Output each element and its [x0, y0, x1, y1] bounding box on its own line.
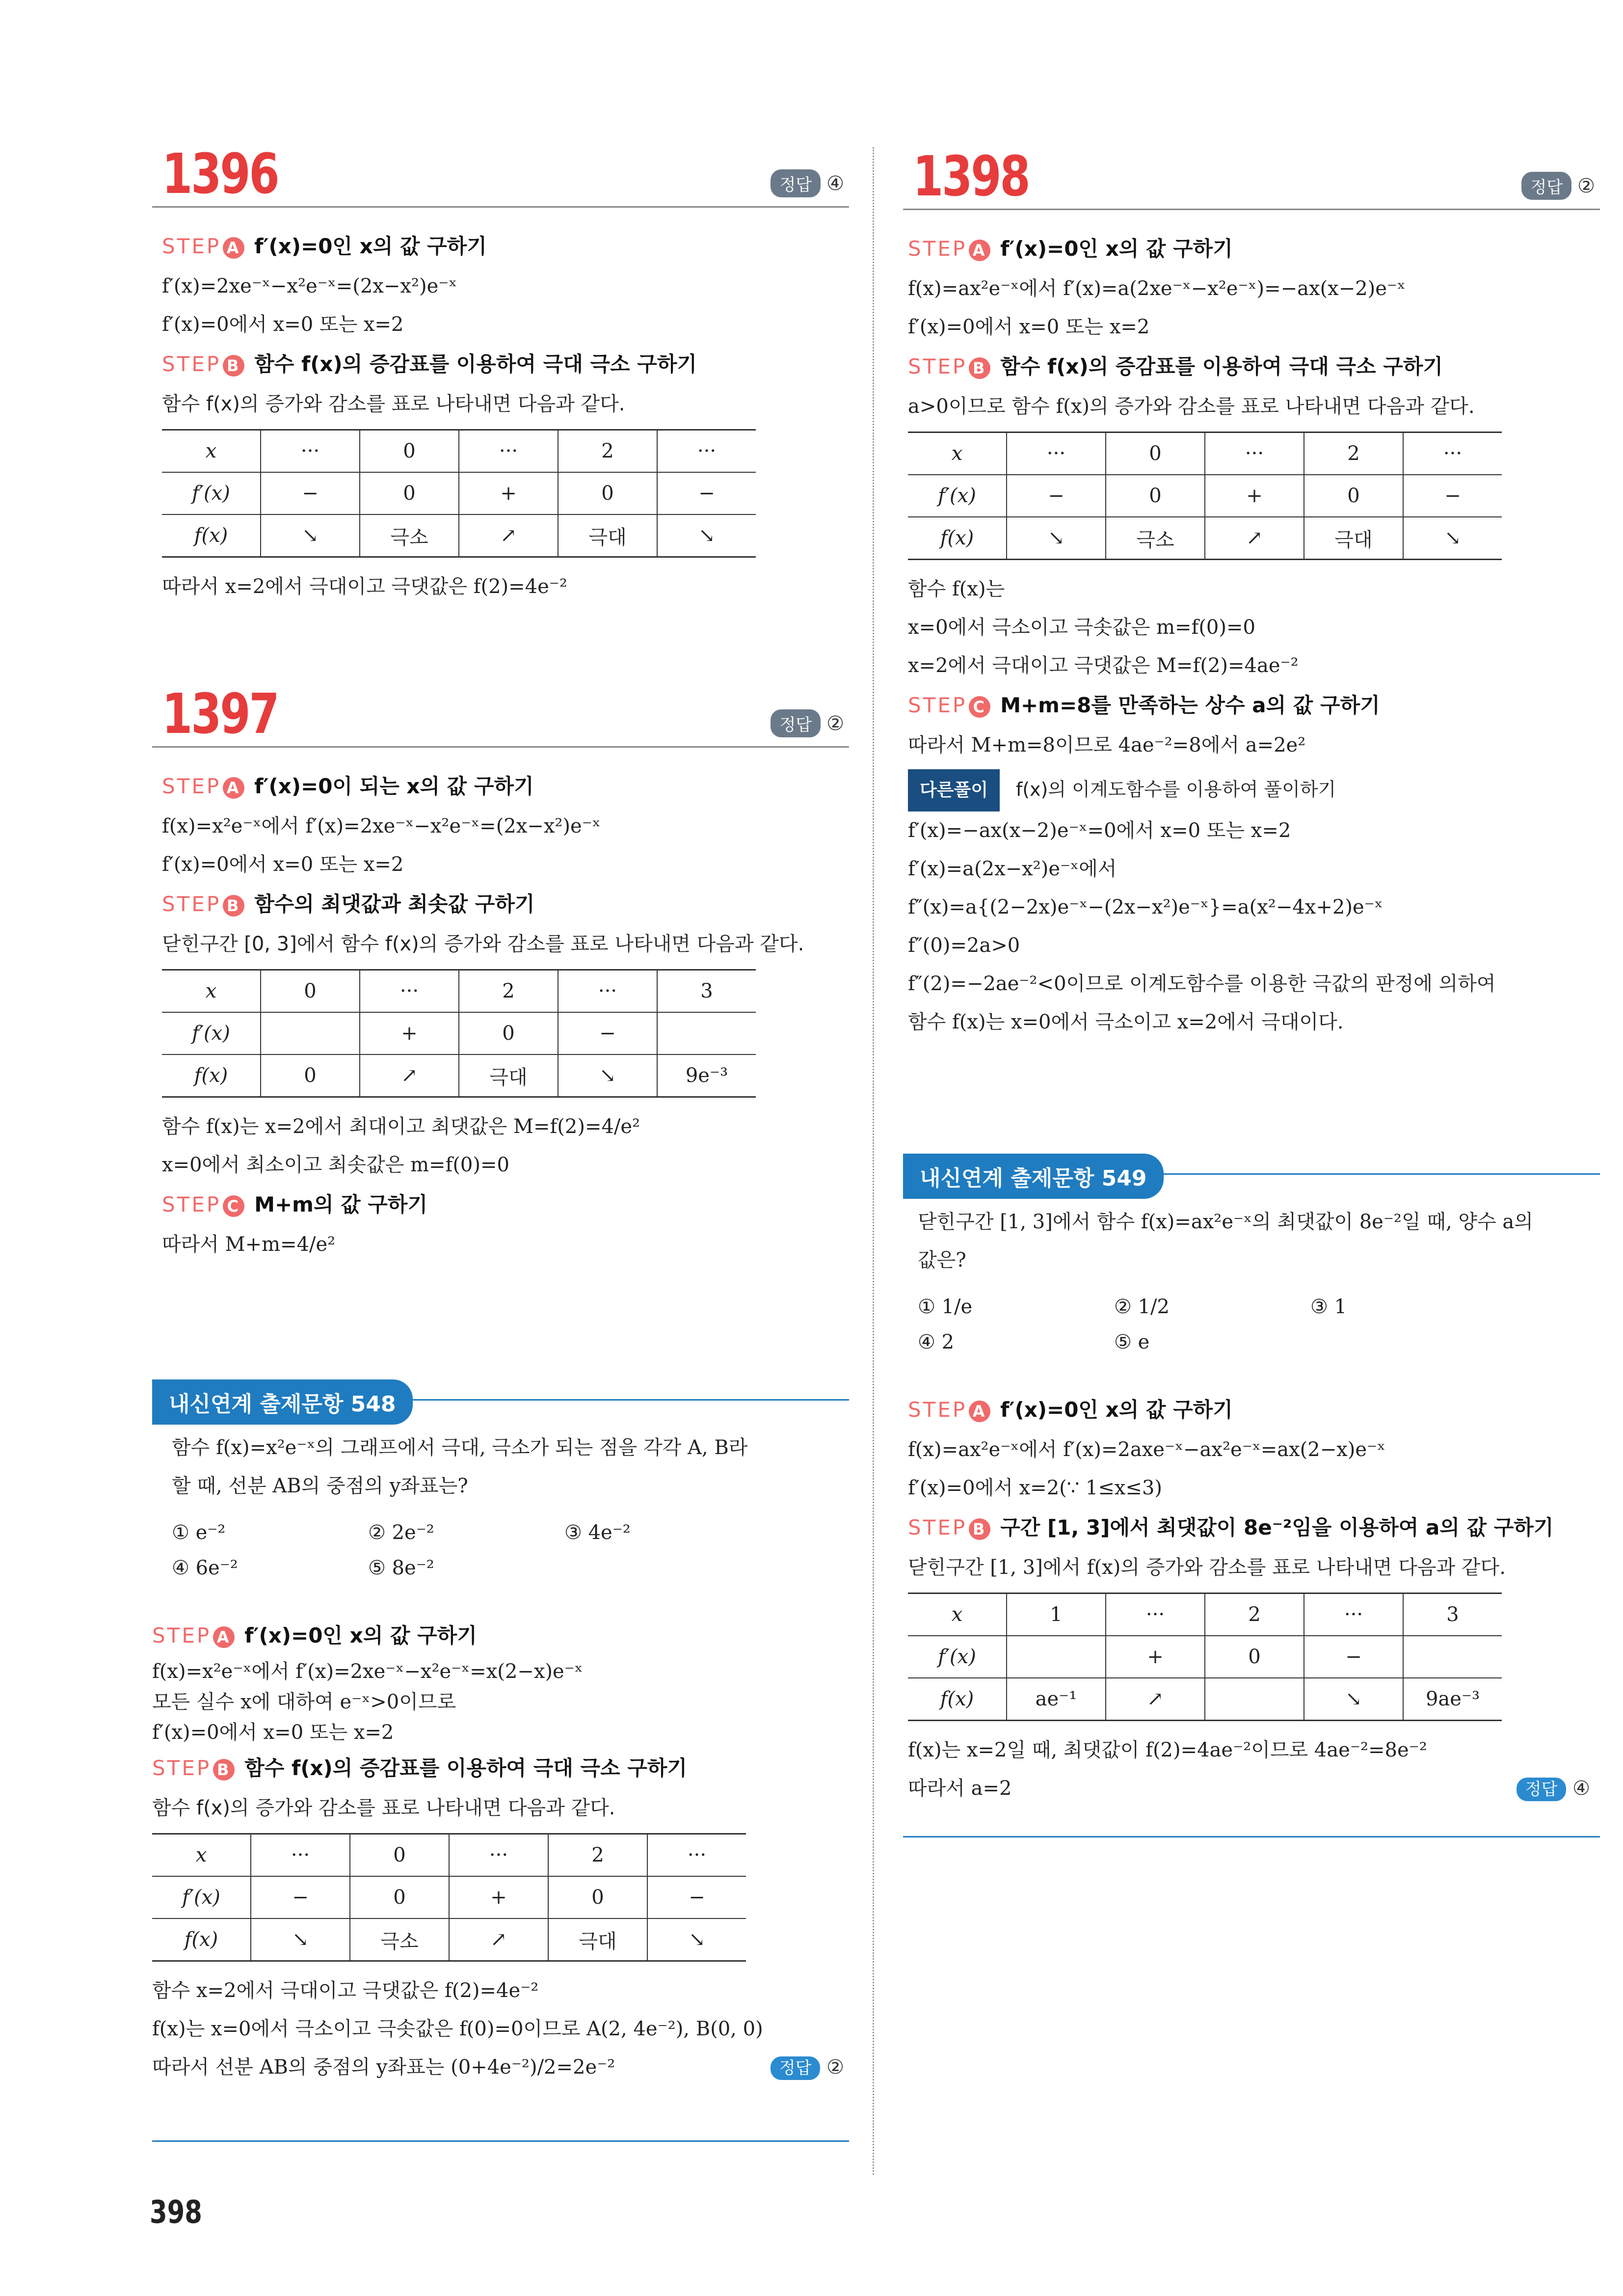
table-cell: [1007, 1636, 1106, 1678]
answer-value: ②: [826, 2056, 844, 2079]
section-end-rule: [903, 1836, 1600, 1837]
table-row: [908, 1594, 1502, 1636]
choice[interactable]: ② 1/2: [1114, 1296, 1170, 1318]
table-cell: ···: [1403, 432, 1502, 475]
alternative-tag: 다른풀이: [908, 769, 1000, 811]
solution-line: x=2에서 극대이고 극댓값은 M=f(2)=4ae⁻²: [908, 654, 1299, 677]
solution-line: f′(x)=a(2x−x²)e⁻ˣ에서: [908, 858, 1117, 880]
table-cell: 3: [657, 970, 756, 1013]
answer-value: ②: [826, 712, 844, 735]
choice[interactable]: ④ 6e⁻²: [172, 1557, 238, 1579]
table-cell: ···: [1304, 1594, 1403, 1636]
problem-1396-solution: [162, 226, 849, 606]
variation-table: [908, 432, 1502, 560]
variation-table: [162, 969, 756, 1098]
step-b: STEP B 함수 f(x)의 증감표를 이용하여 극대 극소 구하기: [152, 1756, 687, 1780]
alternative-title: f(x)의 이계도함수를 이용하여 풀이하기: [1015, 779, 1336, 800]
solution-text: 따라서 선분 AB의 중점의 y좌표는 (0+4e⁻²)/2=2e⁻²: [152, 2056, 615, 2079]
table-cell: 극소: [350, 1918, 449, 1961]
table-cell: −: [261, 472, 360, 514]
choice[interactable]: ④ 2: [918, 1331, 955, 1353]
table-row: [162, 970, 756, 1013]
table-cell: 0: [360, 472, 459, 514]
table-cell: f′(x): [162, 472, 261, 514]
solution-548: [152, 1615, 849, 2086]
table-cell: ···: [1007, 432, 1106, 475]
table-cell: 0: [1205, 1636, 1304, 1678]
table-row: [908, 1636, 1502, 1678]
table-cell: 0: [1106, 475, 1205, 517]
table-row: [162, 514, 756, 557]
choice[interactable]: ① 1/e: [918, 1296, 973, 1318]
table-cell: ↘: [647, 1918, 746, 1961]
table-cell: x: [162, 970, 261, 1013]
choice[interactable]: ① e⁻²: [172, 1521, 226, 1544]
table-cell: −: [251, 1876, 350, 1918]
table-row: [152, 1918, 746, 1961]
table-cell: ↘: [1007, 517, 1106, 560]
school-problem-tag: 내신연계 출제문항 548: [152, 1379, 413, 1425]
solution-line: 함수 f(x)의 증가와 감소를 표로 나타내면 다음과 같다.: [152, 1797, 615, 1819]
table-cell: [261, 1012, 360, 1054]
solution-line: f′(x)=0에서 x=0 또는 x=2: [152, 1721, 394, 1744]
answer-value: ②: [1577, 174, 1595, 197]
table-cell: 극소: [1106, 517, 1205, 560]
table-cell: x: [908, 1594, 1007, 1636]
table-cell: −: [1403, 475, 1502, 517]
table-cell: ae⁻¹: [1007, 1678, 1106, 1721]
table-row: [908, 517, 1502, 560]
answer-tag: [771, 709, 844, 737]
section-end-rule: [152, 2140, 849, 2142]
solution-line: [152, 2048, 849, 2086]
solution-line: f′(x)=0에서 x=0 또는 x=2: [162, 313, 404, 336]
solution-text: 따라서 a=2: [908, 1777, 1012, 1800]
problem-1397-header: [152, 682, 849, 748]
table-cell: 0: [261, 1054, 360, 1097]
table-row: [908, 475, 1502, 517]
problem-number: 1396: [162, 142, 278, 206]
solution-line: f″(x)=a{(2−2x)e⁻ˣ−(2x−x²)e⁻ˣ}=a(x²−4x+2)e⁻ˣ: [908, 896, 1383, 918]
answer-tag: [771, 169, 844, 197]
solution-line: x=0에서 극소이고 극솟값은 m=f(0)=0: [908, 616, 1255, 639]
question-line: 함수 f(x)=x²e⁻ˣ의 그래프에서 극대, 극소가 되는 점을 각각 A, B라: [172, 1436, 748, 1459]
table-cell: f′(x): [152, 1876, 251, 1918]
choice[interactable]: ② 2e⁻²: [368, 1521, 434, 1544]
solution-line: f″(2)=−2ae⁻²<0이므로 이계도함수를 이용한 극값의 판정에 의하여: [908, 972, 1496, 995]
table-cell: f′(x): [908, 1636, 1007, 1678]
variation-table: [908, 1593, 1502, 1721]
problem-number: 1397: [162, 682, 278, 746]
table-cell: ↘: [251, 1918, 350, 1961]
solution-line: f″(0)=2a>0: [908, 934, 1020, 957]
answer-label: 정답: [771, 2056, 821, 2080]
solution-line: 모든 실수 x에 대하여 e⁻ˣ>0이므로: [152, 1691, 456, 1713]
answer-label: 정답: [771, 169, 821, 197]
answer-choices: [918, 1289, 1600, 1360]
question-line: 값은?: [918, 1249, 966, 1271]
answer-tag: [771, 2048, 844, 2087]
solution-line: f(x)=x²e⁻ˣ에서 f′(x)=2xe⁻ˣ−x²e⁻ˣ=x(2−x)e⁻ˣ: [152, 1660, 583, 1683]
solution-line: f′(x)=−ax(x−2)e⁻ˣ=0에서 x=0 또는 x=2: [908, 819, 1291, 842]
page-number: 398: [150, 2194, 202, 2231]
table-cell: 9e⁻³: [657, 1054, 756, 1097]
table-row: [908, 1678, 1502, 1721]
question-line: 할 때, 선분 AB의 중점의 y좌표는?: [172, 1475, 468, 1497]
table-cell: 0: [261, 970, 360, 1013]
choice[interactable]: ⑤ e: [1114, 1331, 1150, 1353]
table-row: [162, 430, 756, 473]
table-cell: +: [459, 472, 558, 514]
solution-line: f(x)=ax²e⁻ˣ에서 f′(x)=2axe⁻ˣ−ax²e⁻ˣ=ax(2−x)e⁻ˣ: [908, 1438, 1386, 1461]
table-cell: 극대: [558, 514, 657, 557]
solution-line: 따라서 M+m=4/e²: [162, 1233, 336, 1256]
table-cell: 1: [1007, 1594, 1106, 1636]
table-cell: 0: [350, 1876, 449, 1918]
table-cell: 극대: [459, 1054, 558, 1097]
table-cell: 0: [459, 1012, 558, 1054]
table-cell: ↘: [657, 514, 756, 557]
table-cell: ↘: [1403, 517, 1502, 560]
table-cell: 극소: [360, 514, 459, 557]
variation-table: [152, 1833, 746, 1962]
table-cell: 0: [1304, 475, 1403, 517]
choice[interactable]: ③ 1: [1310, 1296, 1347, 1318]
table-row: [908, 432, 1502, 475]
table-row: [162, 472, 756, 514]
answer-label: 정답: [1517, 1778, 1567, 1801]
alternative-solution-header: [908, 769, 1600, 811]
table-cell: ···: [251, 1834, 350, 1877]
solution-line: f′(x)=0에서 x=2(∵ 1≤x≤3): [908, 1477, 1163, 1499]
question-548: [172, 1429, 849, 1586]
step-a: STEP A f′(x)=0인 x의 값 구하기: [162, 234, 487, 258]
table-cell: ↘: [1304, 1678, 1403, 1721]
table-row: [152, 1876, 746, 1918]
answer-choices: [172, 1515, 849, 1586]
table-cell: −: [1007, 475, 1106, 517]
solution-line: 함수 f(x)는: [908, 578, 1005, 600]
table-cell: f′(x): [908, 475, 1007, 517]
column-divider: [873, 147, 874, 2175]
step-a: STEP A f′(x)=0이 되는 x의 값 구하기: [162, 774, 534, 798]
table-cell: ···: [647, 1834, 746, 1877]
table-cell: ↗: [1106, 1678, 1205, 1721]
step-b: STEP B 함수 f(x)의 증감표를 이용하여 극대 극소 구하기: [162, 352, 697, 376]
solution-line: 닫힌구간 [0, 3]에서 함수 f(x)의 증가와 감소를 표로 나타내면 다음과 같다.: [162, 933, 804, 955]
table-cell: x: [162, 430, 261, 473]
table-cell: ···: [1106, 1594, 1205, 1636]
step-a: STEP A f′(x)=0인 x의 값 구하기: [908, 1398, 1233, 1422]
solution-line: f(x)는 x=0에서 극소이고 극솟값은 f(0)=0이므로 A(2, 4e⁻²), B(0, 0): [152, 2018, 763, 2040]
table-cell: ↗: [459, 514, 558, 557]
solution-line: f′(x)=0에서 x=0 또는 x=2: [162, 853, 404, 876]
problem-number: 1398: [913, 145, 1029, 209]
table-row: [162, 1012, 756, 1054]
table-cell: 3: [1403, 1594, 1502, 1636]
table-cell: 극대: [548, 1918, 647, 1961]
table-cell: 2: [558, 430, 657, 473]
table-cell: 9ae⁻³: [1403, 1678, 1502, 1721]
table-cell: 극대: [1304, 517, 1403, 560]
answer-tag: [1521, 172, 1595, 200]
table-cell: 2: [548, 1834, 647, 1877]
table-cell: 0: [548, 1876, 647, 1918]
step-b: STEP B 구간 [1, 3]에서 최댓값이 8e⁻²임을 이용하여 a의 값 구하기: [908, 1515, 1554, 1540]
table-cell: 0: [1106, 432, 1205, 475]
problem-1398-solution: [908, 228, 1600, 1041]
table-cell: 0: [360, 430, 459, 473]
answer-value: ④: [1572, 1777, 1590, 1800]
table-cell: f(x): [152, 1918, 251, 1961]
solution-line: 닫힌구간 [1, 3]에서 f(x)의 증가와 감소를 표로 나타내면 다음과 같다.: [908, 1556, 1506, 1579]
solution-line: [908, 1769, 1600, 1808]
school-problem-tag: 내신연계 출제문항 549: [903, 1154, 1164, 1199]
table-cell: [657, 1012, 756, 1054]
solution-line: 따라서 M+m=8이므로 4ae⁻²=8에서 a=2e²: [908, 734, 1306, 756]
variation-table: [162, 429, 756, 558]
solution-line: a>0이므로 함수 f(x)의 증가와 감소를 표로 나타내면 다음과 같다.: [908, 395, 1475, 418]
table-cell: ···: [657, 430, 756, 473]
table-cell: f(x): [908, 517, 1007, 560]
table-cell: 0: [350, 1834, 449, 1877]
table-cell: [1403, 1636, 1502, 1678]
table-cell: f(x): [162, 514, 261, 557]
school-problem-548: [152, 1379, 849, 1425]
table-row: [152, 1834, 746, 1877]
solution-line: f(x)는 x=2일 때, 최댓값이 f(2)=4ae⁻²이므로 4ae⁻²=8e⁻²: [908, 1739, 1427, 1761]
step-a: STEP A f′(x)=0인 x의 값 구하기: [908, 237, 1233, 261]
solution-line: f(x)=ax²e⁻ˣ에서 f′(x)=a(2xe⁻ˣ−x²e⁻ˣ)=−ax(x−2)e⁻ˣ: [908, 277, 1406, 300]
table-cell: x: [152, 1834, 251, 1877]
table-cell: 2: [1205, 1594, 1304, 1636]
table-row: [162, 1054, 756, 1097]
step-b: STEP B 함수 f(x)의 증감표를 이용하여 극대 극소 구하기: [908, 354, 1443, 378]
table-cell: x: [908, 432, 1007, 475]
table-cell: ···: [449, 1834, 548, 1877]
problem-1398-header: [903, 145, 1600, 210]
table-cell: ↘: [261, 514, 360, 557]
choice[interactable]: ③ 4e⁻²: [564, 1521, 631, 1544]
solution-line: f′(x)=2xe⁻ˣ−x²e⁻ˣ=(2x−x²)e⁻ˣ: [162, 275, 457, 297]
step-c: STEP C M+m=8를 만족하는 상수 a의 값 구하기: [908, 693, 1380, 717]
solution-line: x=0에서 최소이고 최솟값은 m=f(0)=0: [162, 1154, 509, 1176]
table-cell: −: [1304, 1636, 1403, 1678]
step-a: STEP A f′(x)=0인 x의 값 구하기: [152, 1623, 477, 1648]
table-cell: 2: [1304, 432, 1403, 475]
table-cell: −: [647, 1876, 746, 1918]
question-line: 닫힌구간 [1, 3]에서 함수 f(x)=ax²e⁻ˣ의 최댓값이 8e⁻²일 때, 양수 a의: [918, 1211, 1533, 1233]
table-cell: +: [360, 1012, 459, 1054]
table-cell: f(x): [162, 1054, 261, 1097]
solution-line: 따라서 x=2에서 극대이고 극댓값은 f(2)=4e⁻²: [162, 575, 567, 598]
table-cell: ···: [1205, 432, 1304, 475]
table-cell: ···: [459, 430, 558, 473]
answer-label: 정답: [1521, 172, 1571, 200]
answer-label: 정답: [771, 709, 821, 737]
table-cell: ↗: [360, 1054, 459, 1097]
table-cell: −: [558, 1012, 657, 1054]
step-b: STEP B 함수의 최댓값과 최솟값 구하기: [162, 892, 535, 916]
table-cell: ···: [558, 970, 657, 1013]
table-cell: 0: [558, 472, 657, 514]
table-cell: ···: [360, 970, 459, 1013]
answer-tag: [1517, 1769, 1590, 1809]
solution-line: 함수 f(x)는 x=0에서 극소이고 x=2에서 극대이다.: [908, 1011, 1344, 1033]
problem-1397-solution: [162, 766, 849, 1264]
solution-line: 함수 f(x)의 증가와 감소를 표로 나타내면 다음과 같다.: [162, 393, 625, 415]
table-cell: +: [1106, 1636, 1205, 1678]
solution-549: [908, 1389, 1600, 1808]
table-cell: f(x): [908, 1678, 1007, 1721]
table-cell: 2: [459, 970, 558, 1013]
table-cell: +: [1205, 475, 1304, 517]
solution-line: f′(x)=0에서 x=0 또는 x=2: [908, 316, 1150, 338]
problem-1396-header: [152, 142, 849, 208]
solution-line: f(x)=x²e⁻ˣ에서 f′(x)=2xe⁻ˣ−x²e⁻ˣ=(2x−x²)e⁻ˣ: [162, 815, 601, 837]
table-cell: [1205, 1678, 1304, 1721]
step-c: STEP C M+m의 값 구하기: [162, 1192, 428, 1216]
table-cell: −: [657, 472, 756, 514]
table-cell: ···: [261, 430, 360, 473]
table-cell: ↘: [558, 1054, 657, 1097]
table-cell: +: [449, 1876, 548, 1918]
choice[interactable]: ⑤ 8e⁻²: [368, 1557, 434, 1579]
question-549: [918, 1203, 1600, 1360]
school-problem-549: [903, 1154, 1600, 1199]
table-cell: f′(x): [162, 1012, 261, 1054]
table-cell: ↗: [449, 1918, 548, 1961]
solution-line: 함수 x=2에서 극대이고 극댓값은 f(2)=4e⁻²: [152, 1979, 539, 2002]
solution-line: 함수 f(x)는 x=2에서 최대이고 최댓값은 M=f(2)=4/e²: [162, 1115, 640, 1138]
answer-value: ④: [826, 172, 844, 195]
table-cell: ↗: [1205, 517, 1304, 560]
